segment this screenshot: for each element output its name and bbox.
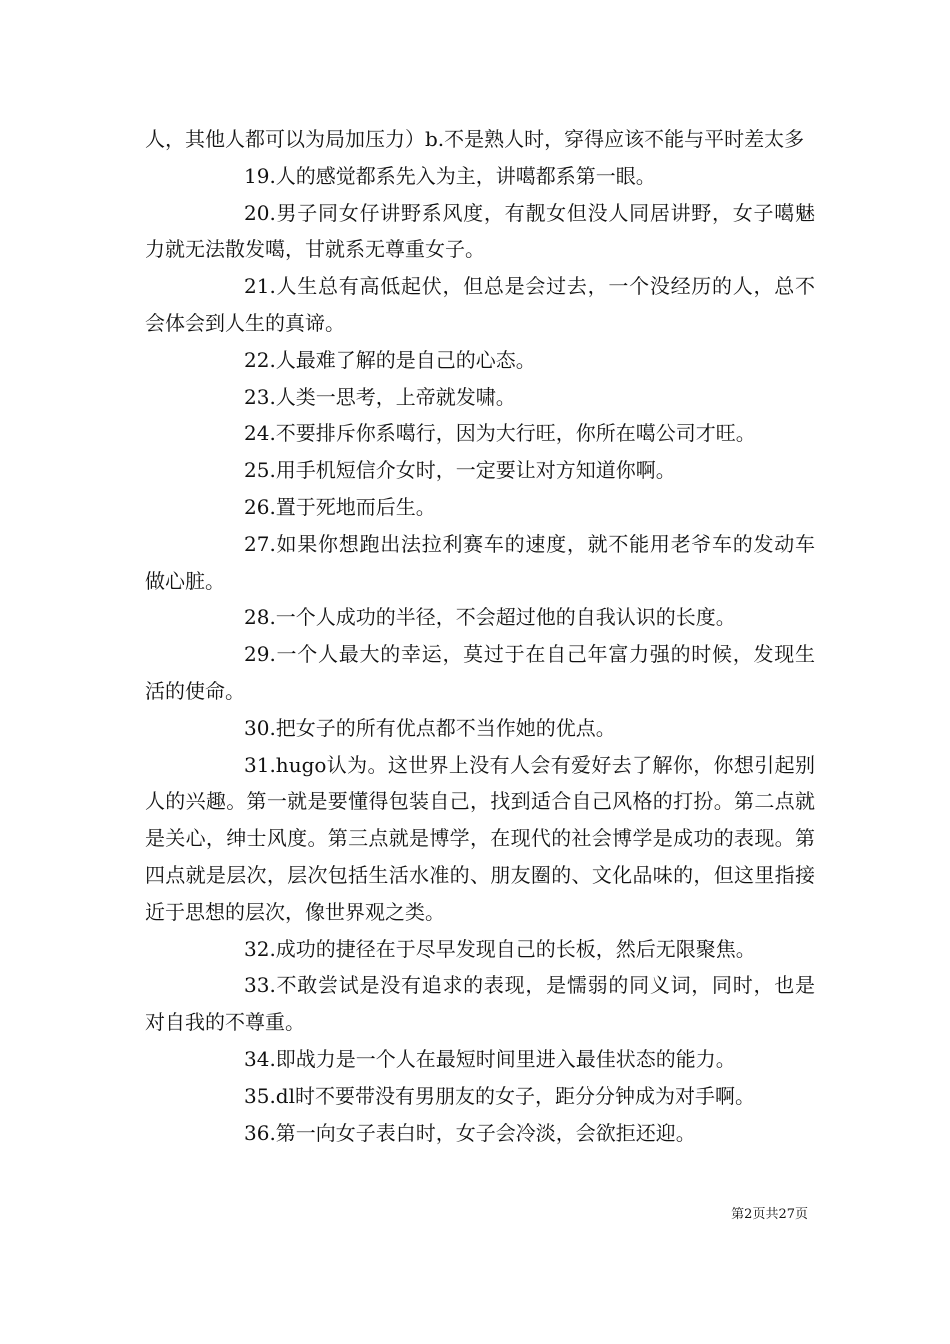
paragraph: 24.不要排斥你系噶行，因为大行旺，你所在噶公司才旺。 bbox=[244, 421, 756, 446]
paragraph: 27.如果你想跑出法拉利赛车的速度，就不能用老爷车的发动车做心脏。 bbox=[145, 531, 815, 593]
paragraph: 19.人的感觉都系先入为主，讲噶都系第一眼。 bbox=[244, 163, 656, 188]
paragraph: 21.人生总有高低起伏，但总是会过去，一个没经历的人，总不会体会到人生的真谛。 bbox=[145, 274, 815, 335]
paragraph: 22.人最难了解的是自己的心态。 bbox=[244, 347, 536, 372]
page-number: 第2页共27页 bbox=[731, 1207, 808, 1222]
paragraph: 30.把女子的所有优点都不当作她的优点。 bbox=[244, 715, 616, 740]
paragraph: 36.第一向女子表白时，女子会冷淡，会欲拒还迎。 bbox=[244, 1120, 696, 1145]
paragraph: 25.用手机短信介女时，一定要让对方知道你啊。 bbox=[244, 458, 676, 483]
document-body bbox=[145, 121, 815, 1151]
paragraph: 29.一个人最大的幸运，莫过于在自己年富力强的时候，发现生活的使命。 bbox=[145, 642, 815, 703]
paragraph: 20.男子同女仔讲野系风度，有靓女但没人同居讲野，女子噶魅力就无法散发噶，甘就系无尊重女子。 bbox=[145, 200, 815, 262]
paragraph: 人，其他人都可以为局加压力）b.不是熟人时，穿得应该不能与平时差太多 bbox=[145, 127, 805, 151]
paragraph: 33.不敢尝试是没有追求的表现，是懦弱的同义词，同时，也是对自我的不尊重。 bbox=[145, 973, 815, 1035]
paragraph: 35.dl时不要带没有男朋友的女子，距分分钟成为对手啊。 bbox=[244, 1083, 756, 1108]
paragraph: 26.置于死地而后生。 bbox=[244, 494, 436, 519]
paragraph: 34.即战力是一个人在最短时间里进入最佳状态的能力。 bbox=[244, 1046, 736, 1071]
paragraph: 23.人类一思考，上帝就发啸。 bbox=[244, 384, 516, 409]
paragraph: 32.成功的捷径在于尽早发现自己的长板，然后无限聚焦。 bbox=[244, 936, 756, 961]
paragraph: 31.hugo认为。这世界上没有人会有爱好去了解你，你想引起别人的兴趣。第一就是要懂得包装自己，找到适合自己风格的打扮。第二点就是关心，绅士风度。第三点就是博学，在现代的社会博学是成功的表现。第四点就是层次，层次包括生活水准的、朋友圈的、文化品味的，但这里指接近于思想的层次，像世界观之类。 bbox=[145, 752, 815, 924]
paragraph: 28.一个人成功的半径，不会超过他的自我认识的长度。 bbox=[244, 605, 736, 630]
